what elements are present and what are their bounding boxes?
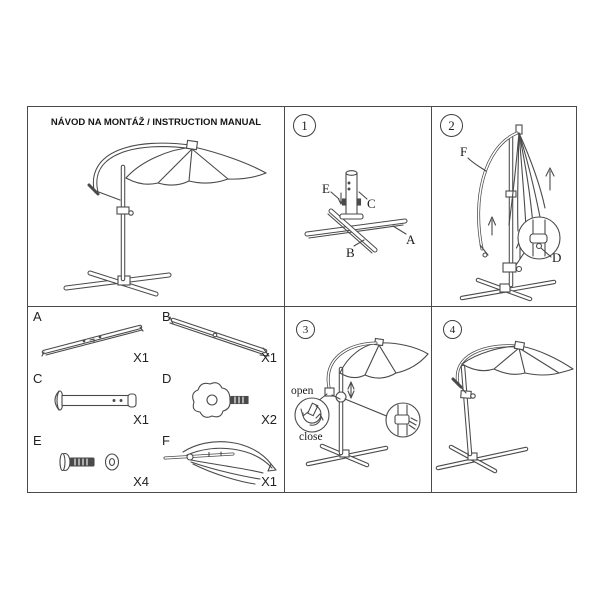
part-letter-a: A [33, 309, 42, 324]
closed-umbrella-drawing [432, 107, 576, 306]
step-3-number-badge: 3 [296, 320, 315, 339]
assembled-umbrella-drawing [28, 107, 284, 306]
open-label: open [291, 385, 314, 397]
step-2-panel [432, 107, 576, 306]
part-qty-f: X1 [261, 474, 277, 489]
base-assembly-drawing [285, 107, 431, 306]
page-title: NÁVOD NA MONTÁŽ / INSTRUCTION MANUAL [50, 117, 262, 128]
part-letter-f: F [162, 433, 170, 448]
part-cell-e [28, 431, 156, 492]
close-label: close [299, 431, 323, 443]
step-4-number-badge: 4 [443, 320, 462, 339]
part-cell-b [157, 307, 284, 368]
part-cell-f [157, 431, 284, 492]
part-cell-d [157, 369, 284, 430]
part-letter-c: C [33, 371, 43, 386]
part-letter-e: E [33, 433, 42, 448]
part-callout-d: D [552, 250, 562, 265]
part-qty-e: X4 [133, 474, 149, 489]
part-qty-b: X1 [261, 350, 277, 365]
instruction-manual-sheet [27, 106, 577, 493]
part-cell-a [28, 307, 156, 368]
part-qty-d: X2 [261, 412, 277, 427]
step-1-number-badge: 1 [293, 114, 316, 137]
step-4-panel [432, 307, 576, 492]
step-3-panel [285, 307, 431, 492]
part-qty-a: X1 [133, 350, 149, 365]
part-callout-f: F [460, 144, 468, 159]
part-letter-b: B [162, 309, 171, 324]
parts-table [28, 307, 284, 492]
part-callout-a: A [406, 232, 416, 247]
part-qty-c: X1 [133, 412, 149, 427]
part-callout-c: C [367, 196, 376, 211]
title-panel [28, 107, 284, 306]
part-callout-e: E [322, 181, 330, 196]
step-1-panel [285, 107, 431, 306]
part-callout-b: B [346, 245, 355, 260]
part-letter-d: D [162, 371, 172, 386]
step-2-number-badge: 2 [440, 114, 463, 137]
part-cell-c [28, 369, 156, 430]
